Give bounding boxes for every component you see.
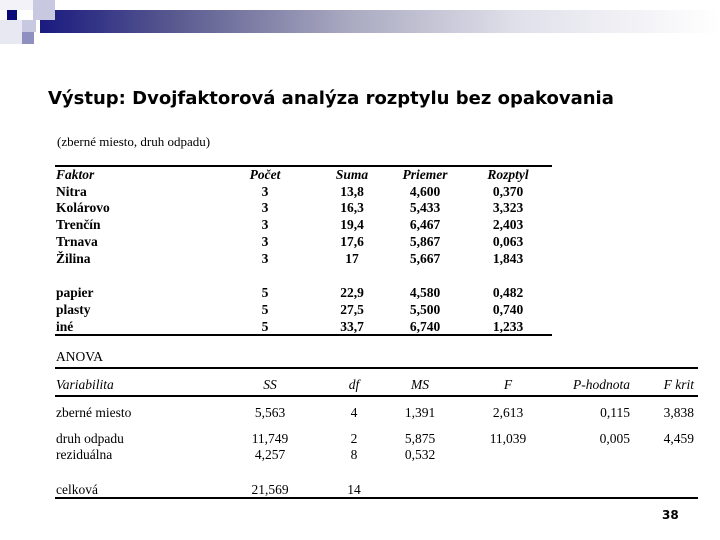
divider — [55, 165, 552, 167]
anova-cell: 11,039 — [489, 431, 527, 446]
anova-header: MS — [411, 377, 429, 392]
summary-header: Rozptyl — [487, 167, 529, 182]
summary-cell: 4,580 — [409, 285, 441, 300]
summary-cell: 19,4 — [340, 217, 364, 232]
summary-cell: 3 — [261, 217, 269, 232]
summary-cell: 22,9 — [340, 285, 364, 300]
summary-cell: 3 — [261, 234, 269, 249]
summary-cell: 5,500 — [409, 302, 441, 317]
page-number: 38 — [662, 508, 679, 522]
summary-cell: 4,600 — [409, 184, 441, 199]
summary-cell: 27,5 — [340, 302, 364, 317]
anova-cell: 4,257 — [254, 447, 286, 462]
anova-cell: 2 — [350, 431, 358, 446]
summary-cell: 5,433 — [409, 200, 441, 215]
summary-row-label: Nitra — [56, 184, 87, 199]
summary-cell: 6,740 — [409, 319, 441, 334]
summary-cell: 6,467 — [409, 217, 441, 232]
summary-cell: 33,7 — [340, 319, 364, 334]
summary-header: Faktor — [56, 167, 95, 182]
summary-cell: 3 — [261, 200, 269, 215]
decor-square — [0, 20, 22, 44]
summary-row-label: Žilina — [56, 251, 91, 266]
summary-cell: 0,740 — [492, 302, 524, 317]
anova-header: F — [503, 377, 513, 392]
anova-row-label: druh odpadu — [56, 431, 124, 446]
summary-row-label: papier — [56, 285, 94, 300]
summary-cell: 0,482 — [492, 285, 524, 300]
summary-cell: 3 — [261, 184, 269, 199]
decor-square — [22, 20, 36, 32]
anova-cell: 1,391 — [404, 405, 436, 420]
summary-cell: 17,6 — [340, 234, 364, 249]
summary-cell: 5 — [261, 302, 269, 317]
divider — [55, 334, 552, 336]
anova-cell: 5,875 — [404, 431, 436, 446]
anova-cell: 3,838 — [663, 405, 694, 420]
anova-row-label: zberné miesto — [56, 405, 132, 420]
divider — [55, 497, 698, 499]
anova-cell: 4 — [350, 405, 358, 420]
summary-cell: 5 — [261, 319, 269, 334]
header-gradient-bar — [40, 10, 720, 33]
divider — [55, 367, 698, 369]
summary-cell: 5,867 — [409, 234, 441, 249]
summary-header: Počet — [249, 167, 281, 182]
anova-cell: 0,115 — [600, 405, 630, 420]
anova-header: F krit — [663, 377, 694, 392]
anova-cell: 14 — [347, 482, 361, 497]
summary-row-label: iné — [56, 319, 74, 334]
anova-cell: 11,749 — [251, 431, 289, 446]
summary-cell: 16,3 — [340, 200, 364, 215]
summary-cell: 0,063 — [492, 234, 524, 249]
summary-cell: 5,667 — [409, 251, 441, 266]
summary-row-label: Trnava — [56, 234, 98, 249]
summary-cell: 2,403 — [492, 217, 524, 232]
anova-cell: 0,005 — [599, 431, 630, 446]
summary-cell: 0,370 — [492, 184, 524, 199]
decor-square — [33, 0, 55, 20]
summary-row-label: Kolárovo — [56, 200, 110, 215]
summary-cell: 1,843 — [492, 251, 524, 266]
anova-cell: 5,563 — [254, 405, 286, 420]
anova-header: P-hodnota — [573, 377, 630, 392]
divider — [55, 395, 698, 397]
summary-cell: 3 — [261, 251, 269, 266]
slide-title: Výstup: Dvojfaktorová analýza rozptylu bez opakovania — [48, 88, 614, 109]
summary-cell: 5 — [261, 285, 269, 300]
subtitle: (zberné miesto, druh odpadu) — [57, 134, 211, 149]
anova-cell: 0,532 — [404, 447, 436, 462]
anova-cell: 21,569 — [251, 482, 289, 497]
summary-cell: 13,8 — [340, 184, 364, 199]
summary-header: Priemer — [402, 167, 448, 182]
summary-header: Suma — [335, 167, 369, 182]
decor-square — [22, 32, 34, 44]
summary-cell: 3,323 — [492, 200, 524, 215]
summary-cell: 1,233 — [492, 319, 524, 334]
anova-cell: 2,613 — [492, 405, 524, 420]
anova-cell: 4,459 — [663, 431, 694, 446]
summary-row-label: Trenčín — [56, 217, 101, 232]
anova-header: Variabilita — [56, 377, 114, 392]
anova-cell: 8 — [350, 447, 358, 462]
anova-header: SS — [263, 377, 277, 392]
anova-label: ANOVA — [56, 349, 104, 364]
summary-cell: 17 — [345, 251, 359, 266]
anova-row-label: reziduálna — [56, 447, 113, 462]
anova-row-label: celková — [56, 482, 98, 497]
anova-header: df — [348, 377, 360, 392]
summary-row-label: plasty — [56, 302, 91, 317]
